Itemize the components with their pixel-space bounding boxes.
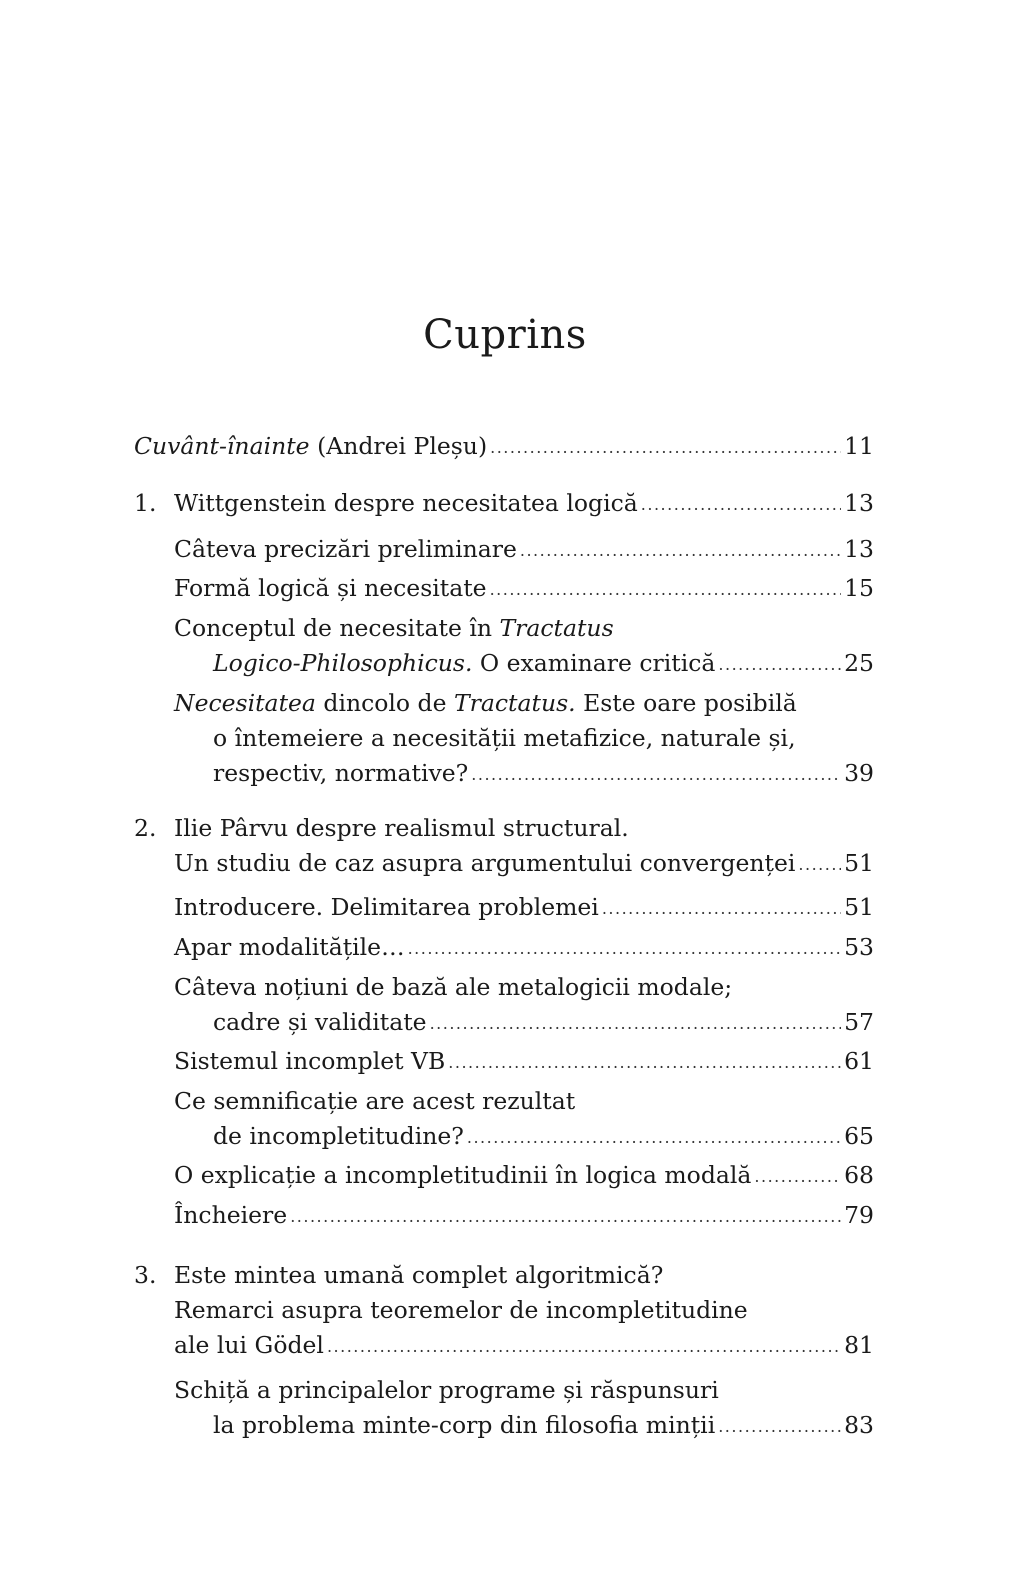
toc-entry-text: la problema minte-corp din filosofia minții [213, 1411, 716, 1439]
dot-leader [448, 1048, 841, 1078]
toc-entry-mind-body-line1[interactable]: Schiță a principalelor programe și răspunsuri [174, 1376, 719, 1404]
toc-page-number: 51 [844, 893, 874, 921]
toc-entry-text: Un studiu de caz asupra argumentului convergenței [174, 849, 796, 877]
toc-page-number: 68 [844, 1161, 874, 1189]
dot-leader [467, 1123, 841, 1153]
toc-entry-text: Apar modalitățile… [174, 933, 405, 961]
dot-leader [718, 650, 841, 680]
dot-leader [602, 894, 841, 924]
toc-page-number: 39 [844, 759, 874, 787]
chapter-number: 3. [134, 1261, 157, 1289]
toc-page-number: 61 [844, 1047, 874, 1075]
toc-entry-italic: Cuvânt-înainte [134, 432, 310, 460]
dot-leader [641, 490, 841, 520]
toc-entry-text: Câteva precizări preliminare [174, 535, 517, 563]
toc-page-number: 65 [844, 1122, 874, 1150]
dot-leader [471, 760, 841, 790]
toc-entry-logical-form[interactable] [174, 573, 874, 606]
toc-entry-chapter-3-line1[interactable]: Este mintea umană complet algoritmică? [174, 1261, 664, 1289]
toc-page-number: 25 [844, 649, 874, 677]
dot-leader [490, 433, 841, 463]
toc-entry-text: O explicație a incompletitudinii în logica modală [174, 1161, 752, 1189]
toc-entry-preliminaries[interactable] [174, 534, 874, 567]
dot-leader [520, 536, 841, 566]
toc-entry-conclusion[interactable] [174, 1200, 874, 1233]
dot-leader [290, 1202, 841, 1232]
dot-leader [430, 1009, 842, 1039]
toc-entry-necessity-line3[interactable] [213, 758, 874, 791]
toc-entry-tractatus-line1[interactable]: Conceptul de necesitate în Tractatus [174, 614, 614, 642]
toc-page-number: 13 [844, 489, 874, 517]
toc-page-number: 81 [844, 1331, 874, 1359]
toc-page-number: 51 [844, 849, 874, 877]
toc-entry-metalogic-line1[interactable]: Câteva noțiuni de bază ale metalogicii modale; [174, 973, 733, 1001]
dot-leader [490, 575, 842, 605]
toc-entry-chapter-3-line2[interactable]: Remarci asupra teoremelor de incompletitudine [174, 1296, 748, 1324]
toc-entry-introduction[interactable] [174, 892, 874, 925]
dot-leader [327, 1332, 841, 1362]
toc-page-number: 79 [844, 1201, 874, 1229]
toc-entry-significance-line1[interactable]: Ce semnificație are acest rezultat [174, 1087, 576, 1115]
toc-entry-text: Formă logică și necesitate [174, 574, 487, 602]
dot-leader [754, 1162, 841, 1192]
toc-entry-chapter-3-line3[interactable] [174, 1330, 874, 1363]
dot-leader [408, 934, 842, 964]
toc-entry-necessity-line2[interactable]: o întemeiere a necesității metafizice, naturale și, [213, 724, 796, 752]
toc-page-number: 83 [844, 1411, 874, 1439]
toc-entry-text: respectiv, normative? [213, 759, 469, 787]
dot-leader [718, 1412, 841, 1442]
toc-page-number: 13 [844, 535, 874, 563]
toc-entry-significance-line2[interactable] [213, 1121, 874, 1154]
toc-entry-text: Wittgenstein despre necesitatea logică [174, 489, 638, 517]
toc-entry-metalogic-line2[interactable] [213, 1007, 874, 1040]
toc-entry-chapter-2-line2[interactable] [174, 848, 874, 881]
toc-page-number: 53 [844, 933, 874, 961]
toc-entry-text: Încheiere [174, 1201, 288, 1229]
toc-page-number: 11 [844, 432, 874, 460]
toc-entry-text: cadre și validitate [213, 1008, 427, 1036]
toc-page-number: 57 [844, 1008, 874, 1036]
toc-entry-text: ale lui Gödel [174, 1331, 324, 1359]
toc-entry-tractatus-line2[interactable]: Logico-Philosophicus. O examinare critică ..... 25 [213, 648, 874, 681]
toc-entry-chapter-2-line1[interactable]: Ilie Pârvu despre realismul structural. [174, 814, 629, 842]
toc-entry-chapter-1[interactable] [174, 488, 874, 521]
toc-entry-foreword[interactable] [134, 431, 874, 464]
toc-entry-mind-body-line2[interactable] [213, 1410, 874, 1443]
toc-entry-explanation[interactable] [174, 1160, 874, 1193]
chapter-number: 2. [134, 814, 157, 842]
toc-entry-necessity-line1[interactable]: Necesitatea dincolo de Tractatus. Este oare posibilă [174, 689, 797, 717]
page-title: Cuprins [423, 312, 587, 358]
toc-entry-modalities[interactable] [174, 932, 874, 965]
chapter-number: 1. [134, 489, 157, 517]
dot-leader [798, 850, 841, 880]
toc-entry-text: (Andrei Pleșu) [309, 432, 488, 460]
toc-entry-text: Introducere. Delimitarea problemei [174, 893, 599, 921]
toc-page-number: 15 [844, 574, 874, 602]
toc-entry-vb-system[interactable] [174, 1046, 874, 1079]
toc-entry-text: de incompletitudine? [213, 1122, 464, 1150]
toc-entry-text: Sistemul incomplet VB [174, 1047, 446, 1075]
